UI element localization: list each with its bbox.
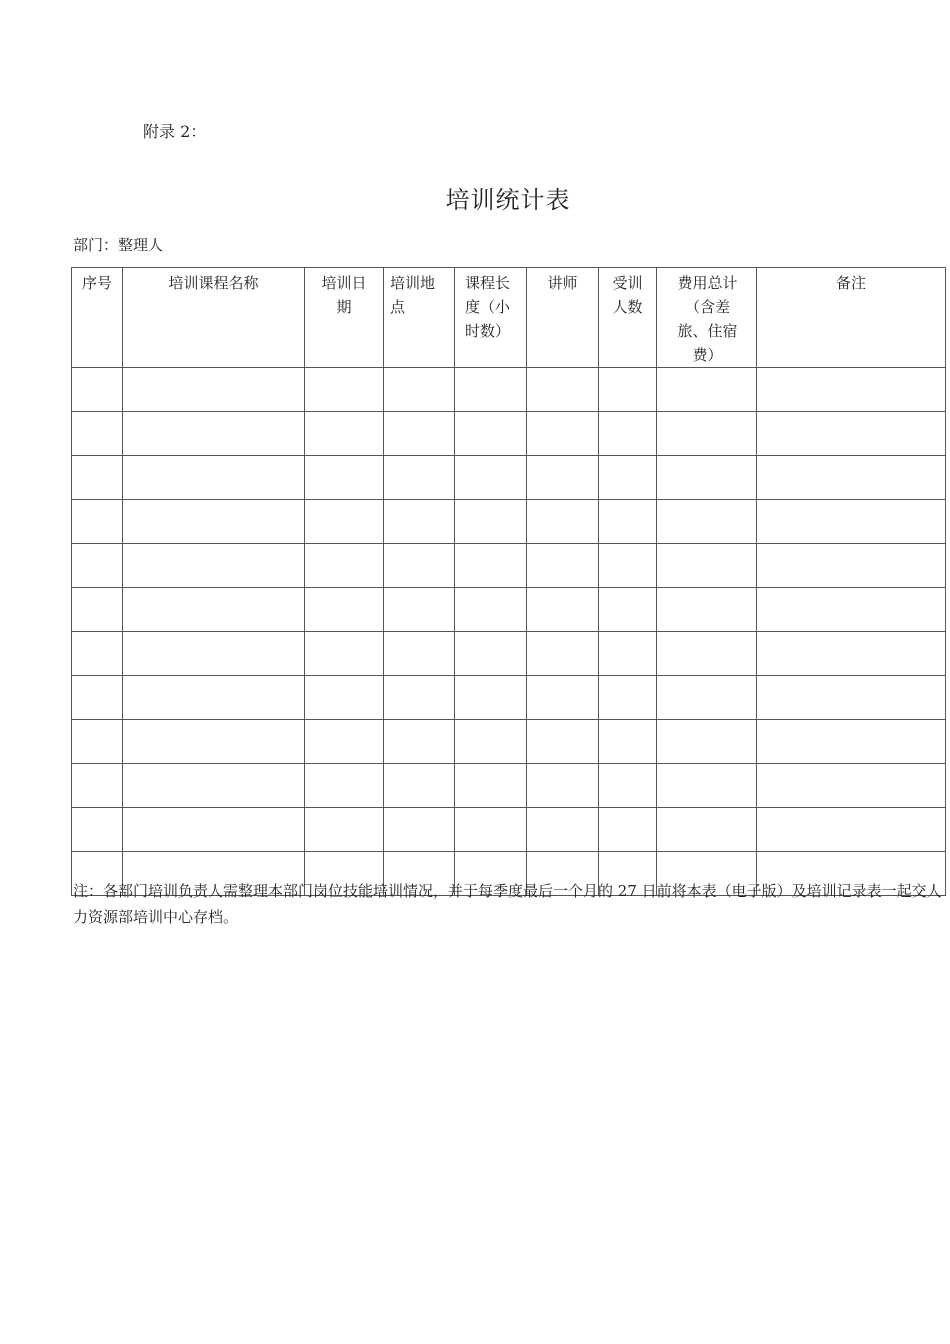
table-cell[interactable] [305, 676, 384, 720]
header-remarks: 备注 [757, 268, 946, 368]
table-cell[interactable] [757, 500, 946, 544]
table-cell[interactable] [757, 632, 946, 676]
footnote: 注：各部门培训负责人需整理本部门岗位技能培训情况，并于每季度最后一个月的 27 日前将本表（电子版）及培训记录表一起交人力资源部培训中心存档。 [73, 882, 942, 926]
table-cell[interactable] [527, 500, 599, 544]
table-row [72, 544, 946, 588]
table-cell[interactable] [757, 544, 946, 588]
table-cell[interactable] [123, 456, 305, 500]
table-cell[interactable] [384, 808, 455, 852]
table-cell[interactable] [599, 368, 657, 412]
table-cell[interactable] [657, 412, 757, 456]
table-cell[interactable] [384, 632, 455, 676]
table-cell[interactable] [657, 588, 757, 632]
table-cell[interactable] [657, 720, 757, 764]
table-cell[interactable] [527, 764, 599, 808]
table-cell[interactable] [72, 588, 123, 632]
page-title: 培训统计表 [445, 186, 571, 214]
table-row [72, 720, 946, 764]
table-cell[interactable] [384, 500, 455, 544]
header-course-length: 课程长度（小时数） [455, 268, 527, 368]
table-cell[interactable] [527, 720, 599, 764]
table-body [72, 368, 946, 896]
table-cell[interactable] [384, 764, 455, 808]
table-row [72, 412, 946, 456]
table-cell[interactable] [455, 632, 527, 676]
table-row [72, 632, 946, 676]
table-header-row [72, 268, 946, 368]
table-cell[interactable] [757, 676, 946, 720]
table-row [72, 588, 946, 632]
table-cell[interactable] [599, 676, 657, 720]
table-cell[interactable] [757, 368, 946, 412]
table-cell[interactable] [527, 808, 599, 852]
table-cell[interactable] [72, 368, 123, 412]
table-cell[interactable] [455, 676, 527, 720]
table-cell[interactable] [599, 412, 657, 456]
table-cell[interactable] [455, 368, 527, 412]
table-cell[interactable] [384, 588, 455, 632]
table-cell[interactable] [527, 368, 599, 412]
table-cell[interactable] [657, 456, 757, 500]
table-cell[interactable] [384, 412, 455, 456]
table-cell[interactable] [599, 720, 657, 764]
table-cell[interactable] [305, 720, 384, 764]
table-cell[interactable] [72, 500, 123, 544]
table-row [72, 808, 946, 852]
appendix-label: 附录 2： [143, 122, 207, 141]
table-cell[interactable] [455, 720, 527, 764]
table-cell[interactable] [657, 368, 757, 412]
table-cell[interactable] [123, 500, 305, 544]
table-cell[interactable] [123, 412, 305, 456]
table-cell[interactable] [72, 632, 123, 676]
table-cell[interactable] [123, 544, 305, 588]
table-cell[interactable] [72, 808, 123, 852]
table-cell[interactable] [384, 676, 455, 720]
training-stats-table [71, 267, 946, 896]
table-cell[interactable] [455, 588, 527, 632]
table-cell[interactable] [72, 544, 123, 588]
table-cell[interactable] [757, 720, 946, 764]
table-cell[interactable] [455, 456, 527, 500]
table-cell[interactable] [599, 500, 657, 544]
table-cell[interactable] [455, 500, 527, 544]
table-cell[interactable] [123, 632, 305, 676]
table-cell[interactable] [123, 588, 305, 632]
table-row [72, 764, 946, 808]
header-training-location: 培训地点 [384, 268, 455, 368]
table-cell[interactable] [123, 676, 305, 720]
table-cell[interactable] [305, 544, 384, 588]
table-cell[interactable] [305, 456, 384, 500]
table-cell[interactable] [384, 720, 455, 764]
table-cell[interactable] [123, 808, 305, 852]
table-cell[interactable] [599, 544, 657, 588]
table-row [72, 456, 946, 500]
table-cell[interactable] [123, 720, 305, 764]
table-cell[interactable] [305, 764, 384, 808]
header-serial-number: 序号 [72, 268, 123, 368]
table-row [72, 676, 946, 720]
table-cell[interactable] [657, 808, 757, 852]
table-cell[interactable] [305, 412, 384, 456]
table-cell[interactable] [72, 412, 123, 456]
table-cell[interactable] [123, 764, 305, 808]
table-cell[interactable] [527, 456, 599, 500]
table-cell[interactable] [757, 588, 946, 632]
table-row [72, 368, 946, 412]
table-cell[interactable] [757, 412, 946, 456]
table-cell[interactable] [455, 412, 527, 456]
table-cell[interactable] [757, 456, 946, 500]
table-cell[interactable] [757, 764, 946, 808]
table-cell[interactable] [527, 676, 599, 720]
table-cell[interactable] [72, 456, 123, 500]
table-cell[interactable] [384, 544, 455, 588]
table-row [72, 500, 946, 544]
table-cell[interactable] [657, 764, 757, 808]
table-cell[interactable] [305, 368, 384, 412]
table-cell[interactable] [599, 632, 657, 676]
table-cell[interactable] [657, 632, 757, 676]
table-cell[interactable] [599, 588, 657, 632]
table-cell[interactable] [305, 588, 384, 632]
table-cell[interactable] [305, 632, 384, 676]
table-cell[interactable] [305, 808, 384, 852]
table-cell[interactable] [527, 412, 599, 456]
table-cell[interactable] [455, 764, 527, 808]
table-cell[interactable] [657, 500, 757, 544]
department-line: 部门：整理人 [73, 236, 164, 254]
table-cell[interactable] [384, 368, 455, 412]
table-cell[interactable] [455, 544, 527, 588]
table-cell[interactable] [599, 808, 657, 852]
header-trainee-count: 受训人数 [599, 268, 657, 368]
table-cell[interactable] [757, 808, 946, 852]
table-cell[interactable] [72, 720, 123, 764]
table-cell[interactable] [527, 588, 599, 632]
table-cell[interactable] [527, 544, 599, 588]
table-cell[interactable] [599, 456, 657, 500]
table-cell[interactable] [123, 368, 305, 412]
table-cell[interactable] [455, 808, 527, 852]
table-cell[interactable] [657, 676, 757, 720]
table-cell[interactable] [72, 676, 123, 720]
table-cell[interactable] [305, 500, 384, 544]
table-cell[interactable] [384, 456, 455, 500]
header-instructor: 讲师 [527, 268, 599, 368]
header-course-name: 培训课程名称 [123, 268, 305, 368]
table-cell[interactable] [599, 764, 657, 808]
header-training-date: 培训日期 [305, 268, 384, 368]
table-cell[interactable] [72, 764, 123, 808]
header-total-cost: 费用总计（含差旅、住宿费） [657, 268, 757, 368]
table-cell[interactable] [657, 544, 757, 588]
table-cell[interactable] [527, 632, 599, 676]
